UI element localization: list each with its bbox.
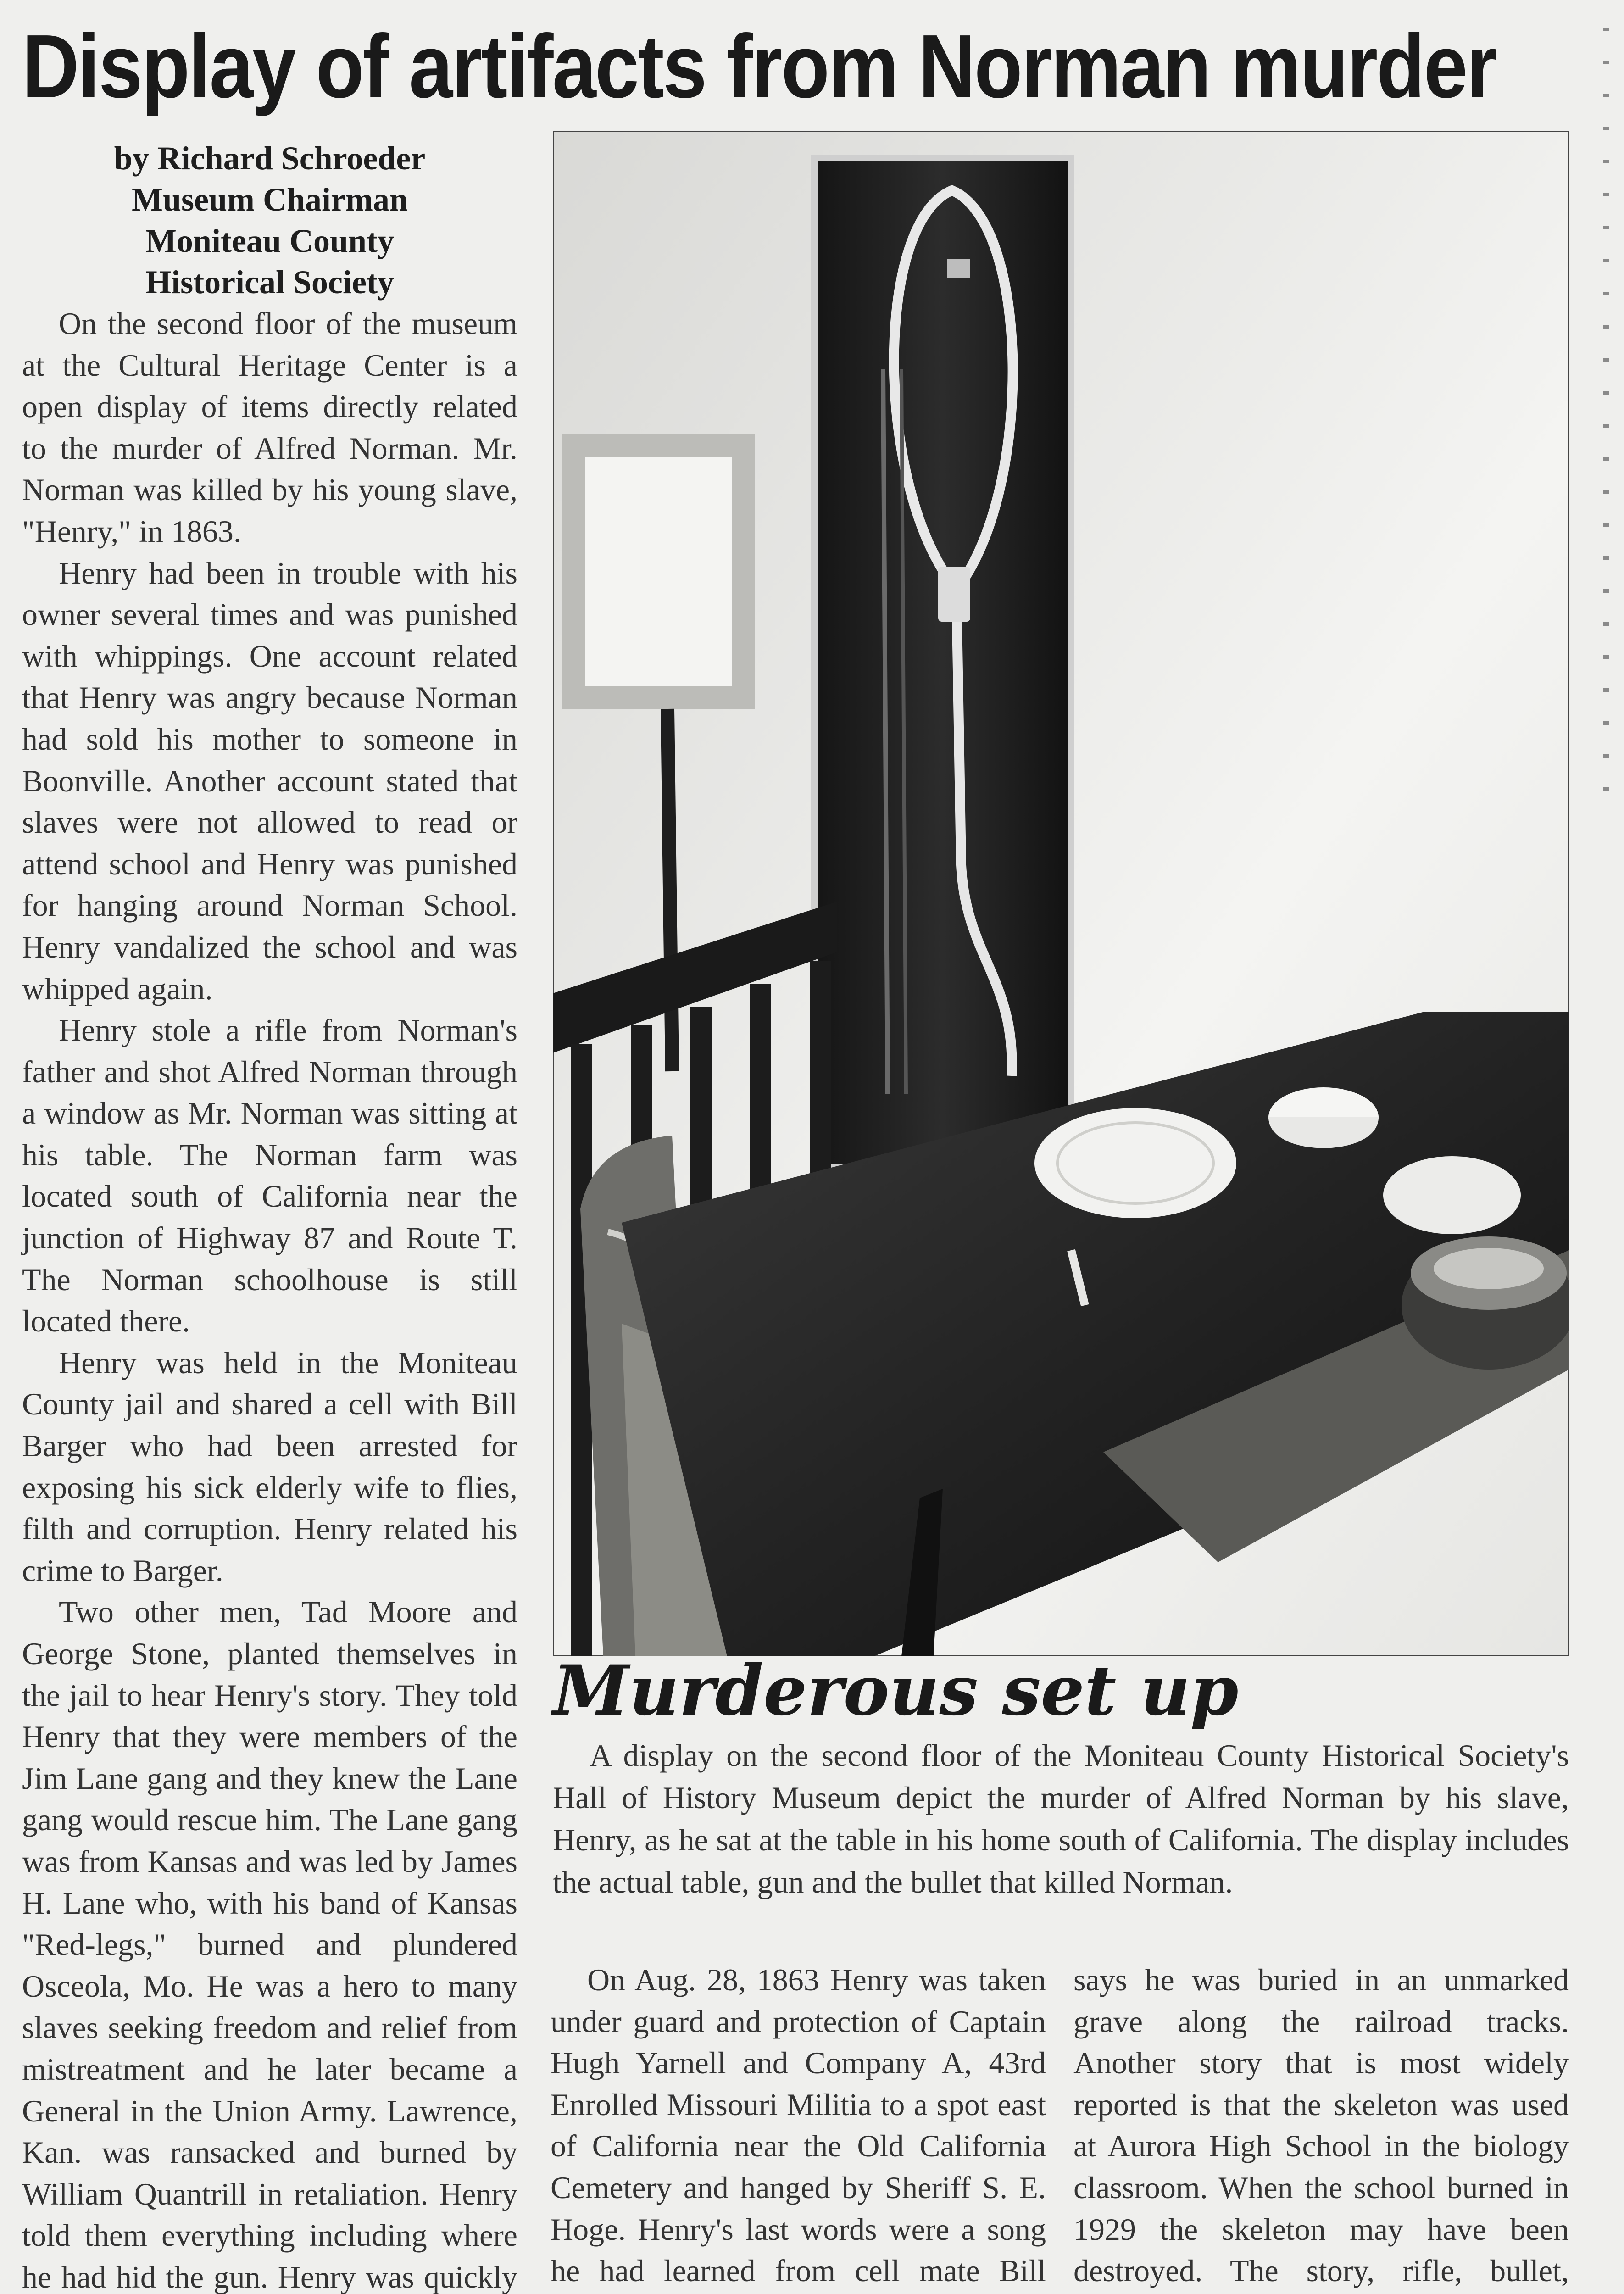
- paragraph: Henry had been in trouble with his owner several times and was punished with whippings. One account related that Henry was angry because Norman had sold his mother to someone in Boonville. Another account stated that slaves were not allowed to read or attend school and Henry was punished for hanging around Norman School. Henry vandalized the school and was whipped again.: [22, 555, 517, 1006]
- paragraph: says he was buried in an unmarked grave along the railroad tracks. Another story that is most widely reported is that the skeleton was used at Aurora High School in the biology classroom. When the school burned in 1929 the skeleton may have been destroyed. The story, rifle, bullet,: [1073, 1962, 1569, 2288]
- paragraph: Two other men, Tad Moore and George Stone, planted themselves in the jail to hear Henry's story. They told Henry that they were members of the Jim Lane gang and they knew the Lane gang would rescue him. The Lane gang was from Kansas and was led by James H. Lane who, with his band of Kansas "Red-legs," burned and plundered Osceola, Mo. He was a hero to many slaves seeking freedom and relief from mistreatment and he later became a General in the Union Army. Lawrence, Kan. was ransacked and burned by William Quantrill in retaliation. Henry told them everything including where he had hid the gun. Henry was quickly: [22, 1594, 517, 2294]
- caption-body: A display on the second floor of the Moniteau County Historical Society's Hall of History Museum depict the murder of Alfred Norman by his slave, Henry, as he sat at the table in his home south of California. The display includes the actual table, gun and the bullet that killed Norman.: [553, 1738, 1569, 1899]
- article-column-2: [551, 1959, 1046, 2294]
- byline: [22, 138, 517, 303]
- byline-organization-2: Historical Society: [145, 264, 394, 301]
- article-column-3: [1073, 1959, 1569, 2294]
- display-case: [814, 158, 1071, 1168]
- photo-illustration: [553, 131, 1569, 1656]
- perforation-dots: [1603, 28, 1609, 817]
- paragraph: On the second floor of the museum at the Cultural Heritage Center is a open display of items directly related to the murder of Alfred Norman. Mr. Norman was killed by his young slave, "Henry," in 1863.: [22, 306, 517, 549]
- byline-organization: Moniteau County: [145, 223, 395, 259]
- caption-title: Murderous set up: [553, 1650, 1239, 1731]
- plate: [1034, 1108, 1236, 1218]
- byline-author: by Richard Schroeder: [114, 140, 426, 177]
- museum-display-photo: [553, 131, 1569, 1656]
- saucer: [1383, 1156, 1521, 1234]
- byline-title: Museum Chairman: [131, 181, 408, 218]
- paragraph: On Aug. 28, 1863 Henry was taken under guard and protection of Captain Hugh Yarnell and Company A, 43rd Enrolled Missouri Militia to a spot east of California near the Old California Cemetery and hanged by Sheriff S. E. Hoge. Henry's last words were a song he had learned from cell mate Bill: [551, 1962, 1046, 2288]
- paragraph: Henry stole a rifle from Norman's father and shot Alfred Norman through a window as Mr. Norman was sitting at his table. The Norman farm was located south of California near the junction of Highway 87 and Route T. The Norman schoolhouse is still located there.: [22, 1013, 517, 1339]
- paragraph: Henry was held in the Moniteau County jail and shared a cell with Bill Barger who had been arrested for exposing his sick elderly wife to flies, filth and corruption. Henry related his crime to Barger.: [22, 1345, 517, 1588]
- mirror-glass: [585, 457, 732, 686]
- article-column-1: [22, 303, 517, 2294]
- headline: Display of artifacts from Norman murder: [22, 16, 1496, 117]
- mirror-stand: [667, 709, 672, 1071]
